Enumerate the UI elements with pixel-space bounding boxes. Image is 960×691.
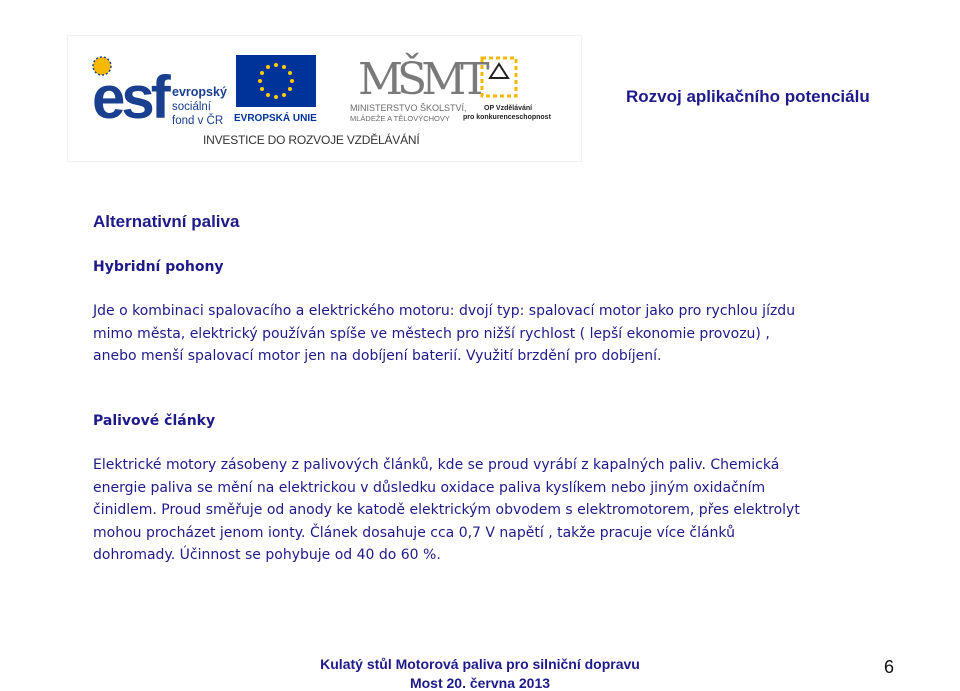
op-line-2: pro konkurenceschopnost xyxy=(463,114,551,121)
footer-line-2: Most 20. června 2013 xyxy=(409,675,551,691)
eu-flag-logo xyxy=(234,55,317,124)
msmt-logo xyxy=(350,52,489,123)
esf-line-2: sociální xyxy=(172,101,211,113)
section-heading-fuel-cells: Palivové články xyxy=(93,413,216,429)
eu-label: EVROPSKÁ UNIE xyxy=(234,113,317,124)
svg-text:MŠMT: MŠMT xyxy=(358,54,484,105)
slide-title: Alternativní paliva xyxy=(93,212,240,231)
section-text-hybrid: Jde o kombinaci spalovacího a elektrického motoru: dvojí typ: spalovací motor jako pro rychlou jízdu mimo města, elektrický používán spíše ve městech pro nižší rychlost ( lepší ekonomie provozu) , anebo menší spalovací motor jen na dobíjení baterií. Využití brzdění pro dobíjení. xyxy=(93,303,796,364)
footer-line-1: Kulatý stůl Motorová paliva pro silniční dopravu xyxy=(320,656,640,672)
header-title: Rozvoj aplikačního potenciálu xyxy=(626,87,870,106)
esf-line-3: fond v ČR xyxy=(172,115,224,127)
investice-tagline: INVESTICE DO ROZVOJE VZDĚLÁVÁNÍ xyxy=(203,133,420,147)
section-heading-hybrid: Hybridní pohony xyxy=(93,259,224,275)
msmt-line-1: MINISTERSTVO ŠKOLSTVÍ, xyxy=(350,103,467,113)
svg-text:esf: esf xyxy=(92,64,167,131)
op-line-1: OP Vzdělávání xyxy=(484,105,533,112)
msmt-line-2: MLÁDEŽE A TĚLOVÝCHOVY xyxy=(350,114,450,123)
esf-line-1: evropský xyxy=(172,85,227,99)
page-number: 6 xyxy=(884,657,895,677)
logo-banner xyxy=(68,36,581,161)
esf-logo xyxy=(92,57,227,131)
section-text-fuel-cells: Elektrické motory zásobeny z palivových článků, kde se proud vyrábí z kapalných paliv. Chemická energie paliva se mění na elektrickou v důsledku oxidace paliva kyslíkem nebo jiným oxidačním činidlem. Proud směřuje od anody ke katodě elektrickým obvodem s elektromotorem, přes elektrolyt mohou procházet jenom ionty. Článek dosahuje cca 0,7 V napětí , takže pracuje více článků dohromady. Účinnost se pohybuje od 40 do 60 %. xyxy=(93,457,800,563)
